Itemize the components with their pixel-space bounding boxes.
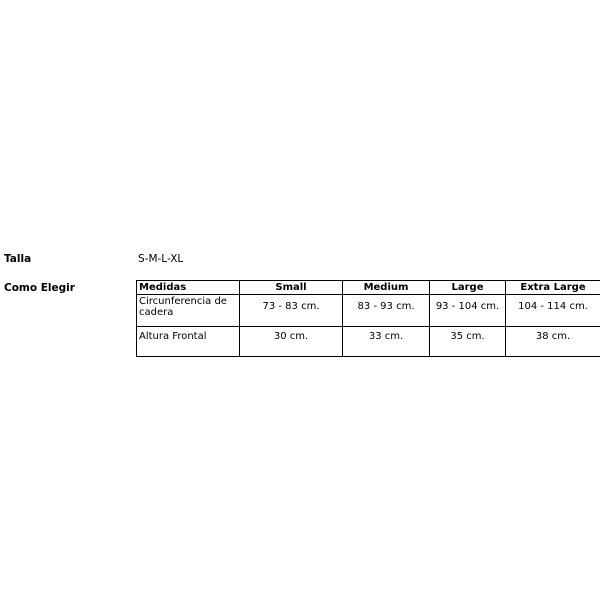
cell-large: 93 - 104 cm. (430, 295, 506, 327)
cell-medium: 83 - 93 cm. (343, 295, 430, 327)
header-medidas: Medidas (137, 281, 240, 295)
como-elegir-label: Como Elegir (4, 282, 75, 294)
cell-small: 73 - 83 cm. (240, 295, 343, 327)
row-label-altura-frontal: Altura Frontal (137, 327, 240, 357)
table-row (137, 295, 600, 327)
talla-label: Talla (4, 253, 32, 265)
table-header-row (137, 281, 600, 295)
cell-large: 35 cm. (430, 327, 506, 357)
table-row (137, 327, 600, 357)
row-label-circunferencia: Circunferencia de cadera (137, 295, 240, 327)
header-large: Large (430, 281, 506, 295)
size-chart-table (136, 280, 600, 357)
header-small: Small (240, 281, 343, 295)
cell-medium: 33 cm. (343, 327, 430, 357)
header-extra-large: Extra Large (506, 281, 600, 295)
cell-extra-large: 104 - 114 cm. (506, 295, 600, 327)
cell-extra-large: 38 cm. (506, 327, 600, 357)
talla-value: S-M-L-XL (138, 253, 184, 265)
cell-small: 30 cm. (240, 327, 343, 357)
header-medium: Medium (343, 281, 430, 295)
